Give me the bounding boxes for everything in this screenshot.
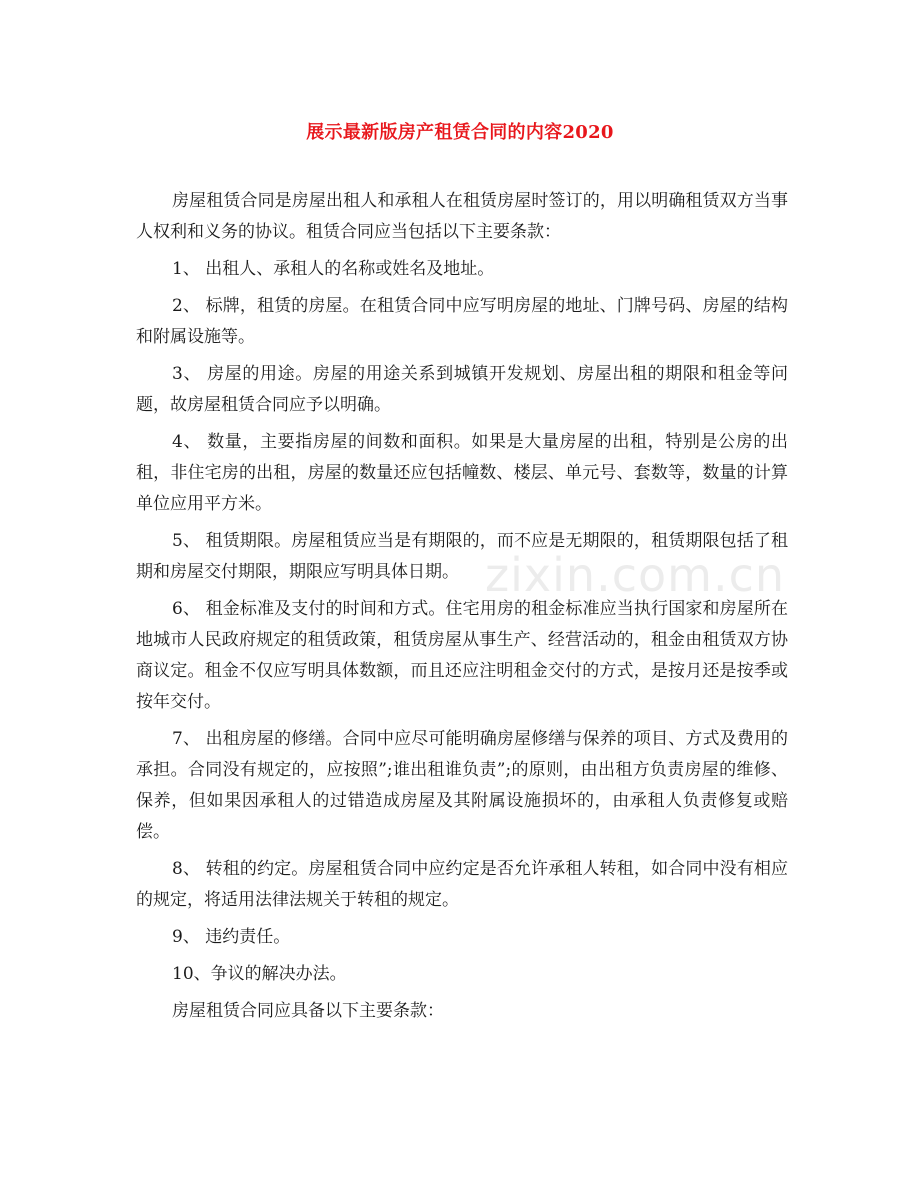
clause-1: 1、 出租人、承租人的名称或姓名及地址。 [172,259,495,279]
clause-7: 7、 出租房屋的修缮。合同中应尽可能明确房屋修缮与保养的项目、方式及费用的承担。合同没有规定的，应按照”;谁出租谁负责”;的原则，由出租方负责房屋的维修、保养，但如果因承租人的过错造成房屋及其附属设施损坏的，由承租人负责修复或赔偿。 [136,729,788,842]
intro-paragraph: 房屋租赁合同是房屋出租人和承租人在租赁房屋时签订的，用以明确租赁双方当事人权利和义务的协议。租赁合同应当包括以下主要条款： [136,191,788,242]
clause-2: 2、 标牌，租赁的房屋。在租赁合同中应写明房屋的地址、门牌号码、房屋的结构和附属设施等。 [136,296,788,347]
closing-paragraph: 房屋租赁合同应具备以下主要条款： [172,1001,444,1021]
clause-9: 9、 违约责任。 [172,927,291,947]
clause-8: 8、 转租的约定。房屋租赁合同中应约定是否允许承租人转租，如合同中没有相应的规定，将适用法律法规关于转租的规定。 [136,859,788,910]
clause-6: 6、 租金标准及支付的时间和方式。住宅用房的租金标准应当执行国家和房屋所在地城市人民政府规定的租赁政策，租赁房屋从事生产、经营活动的，租金由租赁双方协商议定。租金不仅应写明具体数额，而且还应注明租金交付的方式，是按月还是按季或按年交付。 [136,599,788,712]
clause-5: 5、 租赁期限。房屋租赁应当是有期限的，而不应是无期限的，租赁期限包括了租期和房屋交付期限，期限应写明具体日期。 [136,531,788,582]
document-title: 展示最新版房产租赁合同的内容2020 [306,122,614,143]
watermark-text: zixin.com.cn [485,548,786,602]
document-body [136,186,788,1033]
clause-10: 10、争议的解决办法。 [172,964,347,984]
clause-3: 3、 房屋的用途。房屋的用途关系到城镇开发规划、房屋出租的期限和租金等问题，故房屋租赁合同应予以明确。 [136,364,788,415]
clause-4: 4、 数量，主要指房屋的间数和面积。如果是大量房屋的出租，特别是公房的出租，非住宅房的出租，房屋的数量还应包括幢数、楼层、单元号、套数等，数量的计算单位应用平方米。 [136,432,788,514]
